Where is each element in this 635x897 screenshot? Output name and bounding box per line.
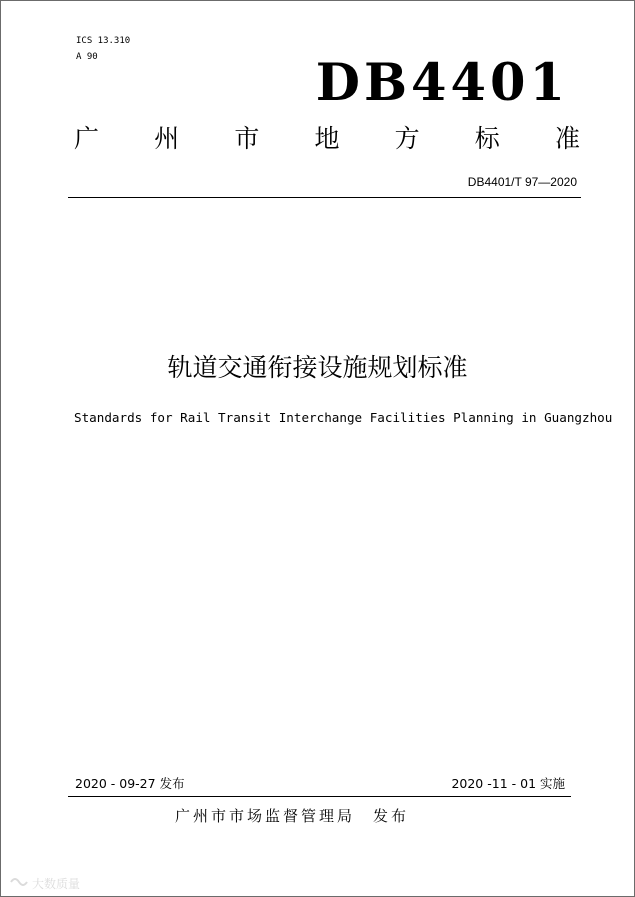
- footer-divider: [68, 796, 571, 797]
- issuer-name: 广州市市场监督管理局: [175, 807, 356, 825]
- local-standard-char: 广: [74, 124, 100, 153]
- local-standard-heading: [74, 124, 580, 154]
- ccs-code: A 90: [76, 52, 98, 62]
- document-title-english: Standards for Rail Transit Interchange Facilities Planning in Guangzhou: [74, 410, 613, 425]
- local-standard-char: 州: [154, 124, 180, 153]
- local-standard-char: 标: [474, 124, 500, 153]
- watermark: [10, 874, 80, 893]
- local-standard-char: 准: [554, 124, 580, 153]
- db-code: DB4401: [315, 53, 569, 113]
- issuer-line: [175, 806, 409, 826]
- publish-date: 2020 - 09-27 发布: [75, 776, 185, 791]
- watermark-text: 大数质量: [32, 877, 81, 891]
- local-standard-char: 市: [234, 124, 260, 153]
- brand-logo-icon: [10, 874, 28, 893]
- ics-code: ICS 13.310: [76, 36, 131, 46]
- standard-number: DB4401/T 97—2020: [467, 175, 577, 189]
- document-title: 轨道交通衔接设施规划标准: [167, 353, 468, 382]
- header-divider: [68, 197, 581, 198]
- local-standard-char: 地: [314, 124, 340, 153]
- classification-block: [76, 33, 130, 65]
- implement-date: 2020 -11 - 01 实施: [451, 776, 565, 791]
- local-standard-char: 方: [394, 124, 420, 153]
- issuer-action: 发布: [373, 807, 410, 825]
